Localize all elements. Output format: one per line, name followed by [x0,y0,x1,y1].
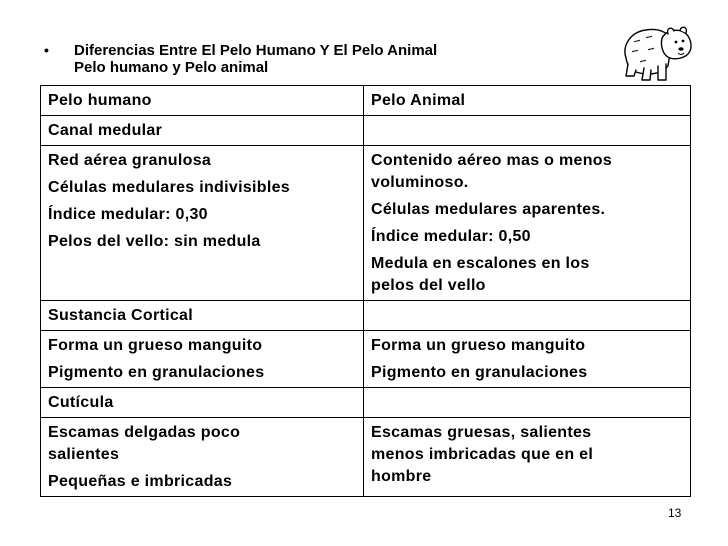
cell-line: salientes [48,446,120,463]
cell-line: Pequeñas e imbricadas [48,473,233,490]
cell-line: pelos del vello [371,277,486,294]
cell-line: Contenido aéreo mas o menos [371,152,613,169]
page-number: 13 [668,506,682,520]
table-header-row [41,86,691,116]
cell-line: Medula en escalones en los [371,255,590,272]
table-row [41,331,691,388]
cell-line: Escamas delgadas poco [48,424,241,441]
cell-line: Pelos del vello: sin medula [48,233,261,250]
animal-cortical-cell [364,331,691,388]
slide-title [44,42,604,76]
title-line-1: Diferencias Entre El Pelo Humano Y El Pelo Animal [74,42,438,59]
table-row [41,146,691,301]
section-title: Cutícula [41,388,364,418]
human-cortical-cell [41,331,364,388]
cell-line: Escamas gruesas, salientes [371,424,592,441]
bullet-marker: • [44,42,49,58]
section-title: Canal medular [41,116,364,146]
human-cuticula-cell [41,418,364,497]
cell-line: menos imbricadas que en el [371,446,594,463]
cell-line: Pigmento en granulaciones [371,364,588,381]
table-row [41,418,691,497]
cell-line: Células medulares aparentes. [371,201,606,218]
cell-line: Forma un grueso manguito [371,337,586,354]
cell-line: voluminoso. [371,174,469,191]
section-row-canal-medular [41,116,691,146]
header-human: Pelo humano [41,86,364,116]
cell-line: Células medulares indivisibles [48,179,290,196]
animal-cuticula-cell [364,418,691,497]
cell-line: Forma un grueso manguito [48,337,263,354]
section-empty-cell [364,301,691,331]
header-animal: Pelo Animal [364,86,691,116]
polar-bear-icon [618,18,694,84]
title-line-2: Pelo humano y Pelo animal [74,59,269,76]
section-empty-cell [364,388,691,418]
cell-line: hombre [371,468,432,485]
cell-line: Red aérea granulosa [48,152,212,169]
section-row-cuticula [41,388,691,418]
comparison-table [40,85,691,497]
cell-line: Pigmento en granulaciones [48,364,265,381]
section-row-sustancia-cortical [41,301,691,331]
human-canal-cell [41,146,364,301]
section-empty-cell [364,116,691,146]
section-title: Sustancia Cortical [41,301,364,331]
cell-line: Índice medular: 0,50 [371,228,531,245]
animal-canal-cell [364,146,691,301]
cell-line: Índice medular: 0,30 [48,206,208,223]
